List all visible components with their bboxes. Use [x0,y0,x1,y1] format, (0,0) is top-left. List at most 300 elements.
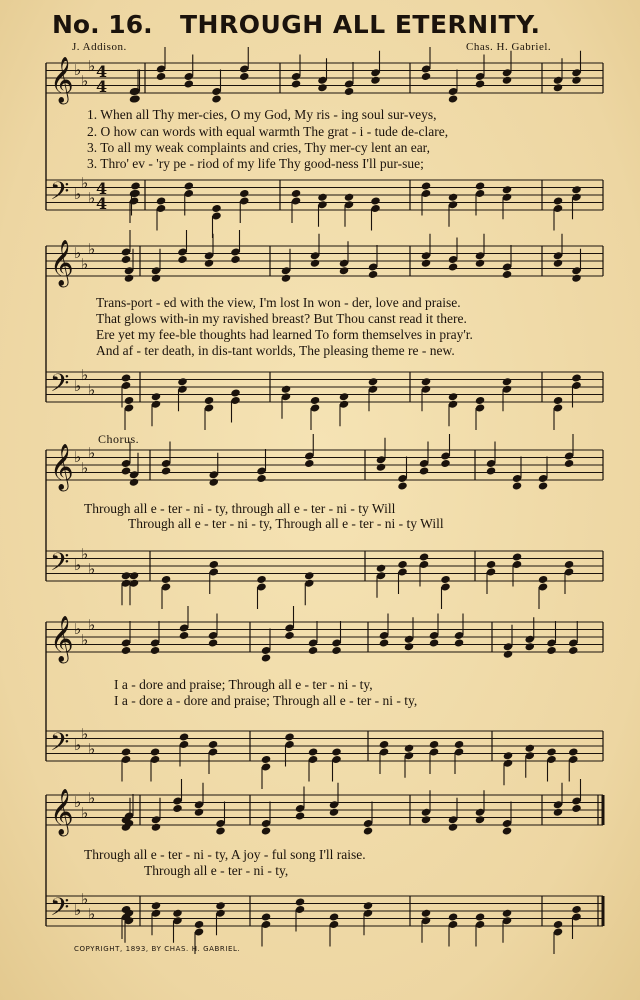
notehead-icon [151,274,162,283]
note-icon [172,779,183,813]
note-icon [308,621,319,655]
note-icon [448,392,459,426]
chorus-line-1-bass: Through all e - ter - ni - ty, Through all e - ter - ni - ty Will [128,516,444,531]
note-icon [475,55,486,89]
flat-sign-icon: ♭ [81,804,89,822]
notehead-icon [339,266,350,275]
notehead-icon [440,575,451,584]
note-icon [379,740,390,774]
notehead-icon [310,259,321,268]
note-icon [291,189,302,223]
note-icon [429,614,440,648]
notehead-icon [448,193,459,202]
note-icon [208,614,219,648]
copyright-notice: COPYRIGHT, 1893, BY CHAS. H. GABRIEL. [74,945,241,953]
note-icon [156,196,167,230]
verse-3-line-1: 3. To all my weak complaints and cries, Thy mer-cy lent an ear, [87,140,431,155]
notehead-icon [475,815,486,824]
notehead-icon [208,740,219,749]
notehead-icon [215,826,226,835]
notehead-icon [397,481,408,490]
note-icon [370,51,381,85]
notehead-icon [524,642,535,651]
flat-sign-icon: ♭ [74,244,82,262]
time-signature-icon: 4 [96,194,108,213]
flat-sign-icon: ♭ [74,185,82,203]
note-icon [310,234,321,268]
notehead-icon [553,259,564,268]
notehead-icon [475,912,486,921]
flat-sign-icon: ♭ [81,255,89,273]
notehead-icon [281,385,292,394]
note-icon [344,62,355,96]
note-icon [329,783,340,817]
note-icon [261,629,272,663]
notehead-icon [208,638,219,647]
notehead-icon [370,196,381,205]
flat-sign-icon: ♭ [74,793,82,811]
notehead-icon [475,259,486,268]
note-icon [150,747,161,781]
notehead-icon [129,478,140,487]
notehead-icon [502,270,513,279]
notehead-icon [121,255,132,264]
notehead-icon [448,912,459,921]
note-icon [397,457,408,491]
notehead-icon [230,255,241,264]
notehead-icon [194,808,205,817]
notehead-icon [129,571,140,580]
notehead-icon [553,83,564,92]
flat-sign-icon: ♭ [74,377,82,395]
notehead-icon [161,466,172,475]
note-icon [291,55,302,89]
notehead-icon [204,396,215,405]
notehead-icon [546,646,557,655]
verse-4-line-2: And af - ter death, in dis-tant worlds, The pleasing theme re - new. [96,343,455,358]
notehead-icon [571,76,582,85]
notehead-icon [502,377,513,386]
note-icon [553,920,564,954]
notehead-icon [308,646,319,655]
notehead-icon [121,747,132,756]
notehead-icon [179,631,190,640]
hymn-title: THROUGH ALL ETERNITY. [180,10,541,39]
notehead-icon [571,274,582,283]
composer-credit: Chas. H. Gabriel. [466,41,552,53]
note-icon [183,55,194,89]
notehead-icon [256,575,267,584]
note-icon [211,204,222,238]
note-icon [121,621,132,655]
notehead-icon [404,744,415,753]
notehead-icon [183,181,194,190]
note-icon [161,442,172,476]
notehead-icon [564,459,575,468]
note-icon [553,234,564,268]
notehead-icon [571,185,582,194]
notehead-icon [421,815,432,824]
notehead-icon [304,459,315,468]
note-icon [295,787,306,821]
note-icon [486,560,497,594]
bass-staff [46,731,603,761]
notehead-icon [454,638,465,647]
notehead-icon [571,804,582,813]
verse-1-line-1: 1. When all Thy mer-cies, O my God, My ris - ing soul sur-veys, [87,107,437,122]
note-icon [124,794,135,828]
note-icon [421,234,432,268]
note-icon [553,396,564,430]
note-icon [368,245,379,279]
note-icon [421,47,432,81]
notehead-icon [177,255,188,264]
note-icon [129,571,140,605]
notehead-icon [230,388,241,397]
notehead-icon [421,72,432,81]
flat-sign-icon: ♭ [81,631,89,649]
note-icon [538,575,549,609]
note-icon [304,571,315,605]
note-icon [156,47,167,81]
note-icon [448,70,459,104]
note-icon [194,783,205,817]
flat-sign-icon: ♭ [88,905,96,923]
note-icon [204,234,215,268]
notehead-icon [295,897,306,906]
notehead-icon [208,560,219,569]
bass-clef-icon: 𝄢 [50,548,70,583]
note-icon [261,912,272,946]
notehead-icon [368,377,379,386]
notehead-icon [546,747,557,756]
notehead-icon [502,826,513,835]
notehead-icon [121,571,132,580]
notehead-icon [421,909,432,918]
note-icon [304,434,315,468]
flat-sign-icon: ♭ [74,736,82,754]
note-icon [553,783,564,817]
notehead-icon [183,79,194,88]
notehead-icon [344,193,355,202]
notehead-icon [502,909,513,918]
notehead-icon [261,826,272,835]
flat-sign-icon: ♭ [88,740,96,758]
flat-sign-icon: ♭ [88,444,96,462]
notehead-icon [121,646,132,655]
notehead-icon [376,564,387,573]
flat-sign-icon: ♭ [81,890,89,908]
note-icon [215,802,226,836]
notehead-icon [429,638,440,647]
notehead-icon [344,87,355,96]
treble-clef-icon: 𝄞 [50,444,74,490]
notehead-icon [421,181,432,190]
note-icon [150,621,161,655]
flat-sign-icon: ♭ [74,556,82,574]
note-icon [331,621,342,655]
notehead-icon [553,396,564,405]
flat-sign-icon: ♭ [74,448,82,466]
flat-sign-icon: ♭ [74,620,82,638]
notehead-icon [329,808,340,817]
note-icon [538,457,549,491]
time-signature-icon: 4 [96,77,108,96]
notehead-icon [256,474,267,483]
note-icon [363,802,374,836]
note-icon [419,442,430,476]
notehead-icon [261,912,272,921]
notehead-icon [284,631,295,640]
note-icon [130,70,141,104]
note-icon [239,189,250,223]
note-icon [151,392,162,426]
notehead-icon [486,560,497,569]
chorus-line-3-bass: Through all e - ter - ni - ty, [144,863,289,878]
notehead-icon [448,94,459,103]
note-icon [502,802,513,836]
flat-sign-icon: ♭ [74,901,82,919]
flat-sign-icon: ♭ [88,189,96,207]
note-icon [376,438,387,472]
notehead-icon [208,478,219,487]
chorus-label: Chorus. [98,432,140,446]
notehead-icon [261,653,272,662]
verse-4-line-1: 3. Thro' ev - 'ry pe - riod of my life Thy good-ness I'll pur-sue; [87,156,424,171]
note-icon [440,434,451,468]
notehead-icon [419,466,430,475]
note-icon [564,434,575,468]
verse-3-line-2: Ere yet my fee-ble thoughts had learned To form themselves in pray'r. [96,327,473,342]
notehead-icon [130,181,141,190]
notehead-icon [239,72,250,81]
note-icon [571,779,582,813]
notehead-icon [339,392,350,401]
notehead-icon [368,270,379,279]
note-icon [397,560,408,594]
notehead-icon [429,740,440,749]
note-icon [208,560,219,594]
notehead-icon [295,811,306,820]
notehead-icon [151,823,162,832]
notehead-icon [215,901,226,910]
note-icon [448,912,459,946]
notehead-icon [397,560,408,569]
notehead-icon [317,193,328,202]
notehead-icon [151,901,162,910]
note-icon [121,230,132,264]
notehead-icon [475,79,486,88]
note-icon [454,740,465,774]
chorus-line-3: Through all e - ter - ni - ty, A joy - ful song I'll raise. [84,847,366,862]
note-icon [553,196,564,230]
bass-clef-icon: 𝄢 [50,893,70,928]
note-icon [546,621,557,655]
note-icon [177,230,188,264]
note-icon [448,238,459,272]
notehead-icon [379,638,390,647]
notehead-icon [538,575,549,584]
notehead-icon [421,377,432,386]
note-icon [475,234,486,268]
notehead-icon [571,905,582,914]
note-icon [454,614,465,648]
note-icon [204,396,215,430]
notehead-icon [281,274,292,283]
flat-sign-icon: ♭ [81,459,89,477]
flat-sign-icon: ♭ [74,61,82,79]
notehead-icon [179,732,190,741]
note-icon [568,621,579,655]
note-icon [284,606,295,640]
flat-sign-icon: ♭ [88,57,96,75]
treble-clef-icon: 𝄞 [50,240,74,286]
chorus-line-2: I a - dore and praise; Through all e - ter - ni - ty, [114,677,373,692]
bass-clef-icon: 𝄢 [50,369,70,404]
notehead-icon [310,396,321,405]
notehead-icon [512,481,523,490]
flat-sign-icon: ♭ [81,366,89,384]
notehead-icon [503,650,514,659]
time-signature-icon: 4 [96,62,108,81]
note-icon [161,575,172,609]
notehead-icon [448,392,459,401]
note-icon [261,755,272,789]
note-icon [564,560,575,594]
note-icon [329,912,340,946]
note-icon [339,392,350,426]
notehead-icon [291,79,302,88]
flat-sign-icon: ♭ [88,560,96,578]
notehead-icon [172,909,183,918]
notehead-icon [363,826,374,835]
notehead-icon [121,466,132,475]
chorus-line-2-bass: I a - dore a - dore and praise; Through all e - ter - ni - ty, [114,693,418,708]
notehead-icon [151,392,162,401]
notehead-icon [538,481,549,490]
note-icon [503,751,514,785]
note-icon [230,388,241,422]
notehead-icon [331,646,342,655]
notehead-icon [150,646,161,655]
note-icon [502,51,513,85]
notehead-icon [329,912,340,921]
flat-sign-icon: ♭ [88,240,96,258]
note-icon [256,575,267,609]
note-icon [124,396,135,430]
notehead-icon [475,181,486,190]
notehead-icon [404,642,415,651]
notehead-icon [448,262,459,271]
note-icon [571,905,582,939]
note-icon [486,442,497,476]
notehead-icon [568,747,579,756]
flat-sign-icon: ♭ [81,725,89,743]
note-icon [261,802,272,836]
notehead-icon [308,747,319,756]
note-icon [211,70,222,104]
notehead-icon [317,83,328,92]
notehead-icon [524,744,535,753]
note-icon [208,740,219,774]
notehead-icon [239,189,250,198]
flat-sign-icon: ♭ [81,72,89,90]
lyricist-credit: J. Addison. [72,41,127,53]
note-icon [568,747,579,781]
notehead-icon [571,373,582,382]
notehead-icon [156,196,167,205]
notehead-icon [512,552,523,561]
flat-sign-icon: ♭ [88,616,96,634]
note-icon [502,245,513,279]
bass-clef-icon: 𝄢 [50,728,70,763]
flat-sign-icon: ♭ [88,381,96,399]
notehead-icon [454,740,465,749]
notehead-icon [261,755,272,764]
flat-sign-icon: ♭ [81,174,89,192]
notehead-icon [379,740,390,749]
note-icon [475,912,486,946]
note-icon [440,575,451,609]
notehead-icon [331,747,342,756]
notehead-icon [161,575,172,584]
note-icon [310,396,321,430]
notehead-icon [150,747,161,756]
verse-2-line-2: That glows with-in my ravished breast? But Thou canst read it there. [96,311,467,326]
treble-clef-icon: 𝄞 [50,789,74,835]
note-icon [571,51,582,85]
chorus-line-1: Through all e - ter - ni - ty, through all e - ter - ni - ty Will [84,501,396,516]
notehead-icon [502,76,513,85]
note-icon [475,396,486,430]
note-icon [370,196,381,230]
notehead-icon [553,196,564,205]
note-icon [121,747,132,781]
time-signature-icon: 4 [96,179,108,198]
note-icon [546,747,557,781]
bass-clef-icon: 𝄢 [50,177,70,212]
notehead-icon [121,373,132,382]
notehead-icon [553,920,564,929]
flat-sign-icon: ♭ [88,789,96,807]
notehead-icon [440,459,451,468]
verse-2-line-1: 2. O how can words with equal warmth The grat - i - tude de-clare, [87,124,449,139]
notehead-icon [486,466,497,475]
notehead-icon [370,76,381,85]
note-icon [429,740,440,774]
notehead-icon [211,94,222,103]
treble-clef-icon: 𝄞 [50,616,74,662]
notehead-icon [194,920,205,929]
notehead-icon [553,808,564,817]
notehead-icon [156,72,167,81]
notehead-icon [376,463,387,472]
notehead-icon [211,204,222,213]
notehead-icon [568,646,579,655]
notehead-icon [124,274,135,283]
notehead-icon [177,377,188,386]
notehead-icon [564,560,575,569]
note-icon [379,614,390,648]
notehead-icon [419,552,430,561]
treble-clef-icon: 𝄞 [50,57,74,103]
notehead-icon [172,804,183,813]
notehead-icon [124,396,135,405]
notehead-icon [291,189,302,198]
notehead-icon [448,823,459,832]
notehead-icon [363,901,374,910]
notehead-icon [502,185,513,194]
